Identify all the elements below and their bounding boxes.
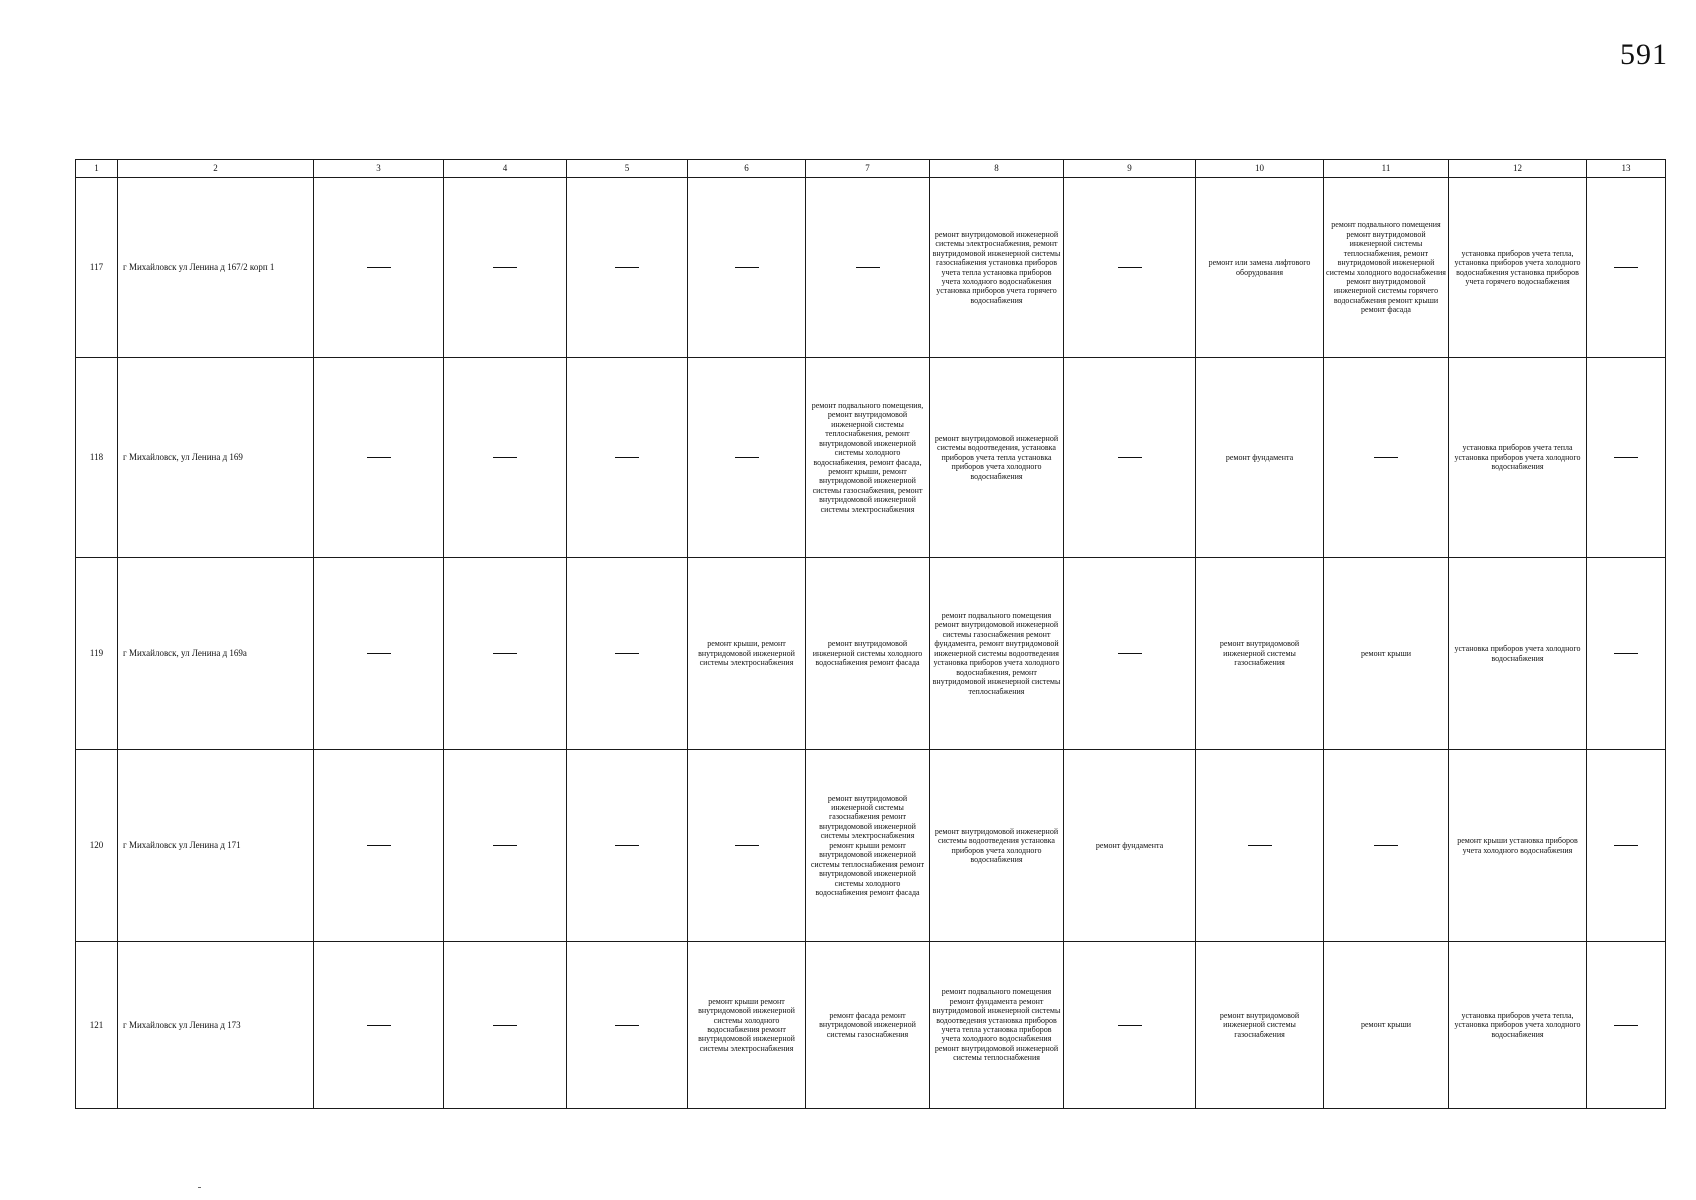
empty-cell: [806, 178, 930, 358]
empty-cell: [444, 942, 567, 1109]
address-cell: г Михайловск ул Ленина д 173: [118, 942, 314, 1109]
dash-mark: [493, 653, 517, 654]
column-number: 4: [444, 160, 567, 178]
address-cell: г Михайловск, ул Ленина д 169а: [118, 558, 314, 750]
empty-cell: [1064, 558, 1196, 750]
empty-cell: [1587, 358, 1666, 558]
empty-cell: [567, 750, 688, 942]
column-number: 2: [118, 160, 314, 178]
dash-mark: [1118, 1025, 1142, 1026]
works-cell: ремонт крыши: [1324, 942, 1449, 1109]
dash-mark: [735, 267, 759, 268]
empty-cell: [444, 358, 567, 558]
empty-cell: [1587, 558, 1666, 750]
dash-mark: [1248, 845, 1272, 846]
dash-mark: [735, 845, 759, 846]
table-row: [76, 558, 1666, 750]
works-cell: ремонт фундамента: [1064, 750, 1196, 942]
empty-cell: [567, 178, 688, 358]
column-number: 13: [1587, 160, 1666, 178]
row-number: 119: [76, 558, 118, 750]
column-number: 7: [806, 160, 930, 178]
table-row: [76, 178, 1666, 358]
empty-cell: [444, 558, 567, 750]
empty-cell: [314, 358, 444, 558]
dash-mark: [615, 267, 639, 268]
dash-mark: [367, 1025, 391, 1026]
column-number: 6: [688, 160, 806, 178]
works-cell: ремонт или замена лифтового оборудования: [1196, 178, 1324, 358]
column-number: 9: [1064, 160, 1196, 178]
address-cell: г Михайловск ул Ленина д 167/2 корп 1: [118, 178, 314, 358]
dash-mark: [367, 653, 391, 654]
empty-cell: [444, 750, 567, 942]
table-row: [76, 358, 1666, 558]
column-number: 8: [930, 160, 1064, 178]
works-cell: ремонт подвального помещения ремонт внутридомовой инженерной системы теплоснабжения, ремонт внутридомовой инженерной системы холодного водоснабжения ремонт внутридомовой инженерной системы горячего водоснабжения ремонт крыши ремонт фасада: [1324, 178, 1449, 358]
works-cell: ремонт подвального помещения, ремонт внутридомовой инженерной системы теплоснабжения, ремонт внутридомовой инженерной системы холодного водоснабжения, ремонт фасада, ремонт крыши, ремонт внутридомовой инженерной системы газоснабжения, ремонт внутридомовой инженерной системы электроснабжения: [806, 358, 930, 558]
dash-mark: [615, 457, 639, 458]
dash-mark: [615, 845, 639, 846]
column-number: 1: [76, 160, 118, 178]
works-cell: ремонт внутридомовой инженерной системы электроснабжения, ремонт внутридомовой инженерной системы газоснабжения установка приборов учета тепла установка приборов учета холодного водоснабжения установка приборов учета горячего водоснабжения: [930, 178, 1064, 358]
empty-cell: [1064, 942, 1196, 1109]
row-number: 120: [76, 750, 118, 942]
page-number: 591: [1620, 38, 1668, 71]
empty-cell: [314, 178, 444, 358]
works-cell: установка приборов учета тепла установка приборов учета холодного водоснабжения: [1449, 358, 1587, 558]
row-number: 121: [76, 942, 118, 1109]
row-number: 118: [76, 358, 118, 558]
repair-schedule-table: [75, 159, 1666, 1109]
dash-mark: [615, 1025, 639, 1026]
works-cell: ремонт крыши установка приборов учета холодного водоснабжения: [1449, 750, 1587, 942]
works-cell: ремонт внутридомовой инженерной системы водоотведения установка приборов учета холодного водоснабжения: [930, 750, 1064, 942]
dash-mark: [1614, 1025, 1638, 1026]
empty-cell: [688, 178, 806, 358]
empty-cell: [567, 558, 688, 750]
column-number: 5: [567, 160, 688, 178]
empty-cell: [1587, 942, 1666, 1109]
dash-mark: [1614, 653, 1638, 654]
dash-mark: [493, 457, 517, 458]
dash-mark: [1374, 457, 1398, 458]
empty-cell: [1324, 358, 1449, 558]
works-cell: ремонт внутридомовой инженерной системы газоснабжения ремонт внутридомовой инженерной системы электроснабжения ремонт крыши ремонт внутридомовой инженерной системы теплоснабжения ремонт внутридомовой инженерной системы холодного водоснабжения ремонт фасада: [806, 750, 930, 942]
empty-cell: [688, 750, 806, 942]
empty-cell: [1324, 750, 1449, 942]
table-row: [76, 942, 1666, 1109]
empty-cell: [314, 750, 444, 942]
scan-mark: [198, 1187, 201, 1188]
address-cell: г Михайловск, ул Ленина д 169: [118, 358, 314, 558]
dash-mark: [1614, 845, 1638, 846]
address-cell: г Михайловск ул Ленина д 171: [118, 750, 314, 942]
dash-mark: [493, 267, 517, 268]
empty-cell: [444, 178, 567, 358]
dash-mark: [1614, 267, 1638, 268]
column-number: 10: [1196, 160, 1324, 178]
dash-mark: [1118, 653, 1142, 654]
works-cell: ремонт подвального помещения ремонт внутридомовой инженерной системы газоснабжения ремонт фундамента, ремонт внутридомовой инженерной системы водоотведения установка приборов учета холодного водоснабжения, ремонт внутридомовой инженерной системы теплоснабжения: [930, 558, 1064, 750]
works-cell: ремонт крыши, ремонт внутридомовой инженерной системы электроснабжения: [688, 558, 806, 750]
empty-cell: [314, 942, 444, 1109]
column-number: 12: [1449, 160, 1587, 178]
empty-cell: [567, 942, 688, 1109]
empty-cell: [567, 358, 688, 558]
works-cell: установка приборов учета тепла, установка приборов учета холодного водоснабжения установка приборов учета горячего водоснабжения: [1449, 178, 1587, 358]
dash-mark: [615, 653, 639, 654]
works-cell: ремонт крыши: [1324, 558, 1449, 750]
works-cell: ремонт крыши ремонт внутридомовой инженерной системы холодного водоснабжения ремонт внутридомовой инженерной системы электроснабжения: [688, 942, 806, 1109]
empty-cell: [1587, 178, 1666, 358]
works-cell: ремонт внутридомовой инженерной системы водоотведения, установка приборов учета тепла установка приборов учета холодного водоснабжения: [930, 358, 1064, 558]
table-row: [76, 750, 1666, 942]
dash-mark: [1614, 457, 1638, 458]
dash-mark: [367, 845, 391, 846]
empty-cell: [1587, 750, 1666, 942]
empty-cell: [314, 558, 444, 750]
dash-mark: [856, 267, 880, 268]
row-number: 117: [76, 178, 118, 358]
empty-cell: [1196, 750, 1324, 942]
works-cell: ремонт фундамента: [1196, 358, 1324, 558]
column-number-row: [76, 160, 1666, 178]
column-number: 3: [314, 160, 444, 178]
works-cell: установка приборов учета тепла, установка приборов учета холодного водоснабжения: [1449, 942, 1587, 1109]
dash-mark: [1118, 267, 1142, 268]
dash-mark: [493, 845, 517, 846]
dash-mark: [493, 1025, 517, 1026]
empty-cell: [688, 358, 806, 558]
dash-mark: [367, 267, 391, 268]
works-cell: установка приборов учета холодного водоснабжения: [1449, 558, 1587, 750]
works-cell: ремонт подвального помещения ремонт фундамента ремонт внутридомовой инженерной системы водоотведения установка приборов учета тепла установка приборов учета холодного водоснабжения ремонт внутридомовой инженерной системы теплоснабжения: [930, 942, 1064, 1109]
works-cell: ремонт внутридомовой инженерной системы газоснабжения: [1196, 942, 1324, 1109]
dash-mark: [1374, 845, 1398, 846]
works-cell: ремонт фасада ремонт внутридомовой инженерной системы газоснабжения: [806, 942, 930, 1109]
column-number: 11: [1324, 160, 1449, 178]
works-cell: ремонт внутридомовой инженерной системы холодного водоснабжения ремонт фасада: [806, 558, 930, 750]
works-cell: ремонт внутридомовой инженерной системы газоснабжения: [1196, 558, 1324, 750]
empty-cell: [1064, 178, 1196, 358]
dash-mark: [367, 457, 391, 458]
empty-cell: [1064, 358, 1196, 558]
dash-mark: [1118, 457, 1142, 458]
dash-mark: [735, 457, 759, 458]
